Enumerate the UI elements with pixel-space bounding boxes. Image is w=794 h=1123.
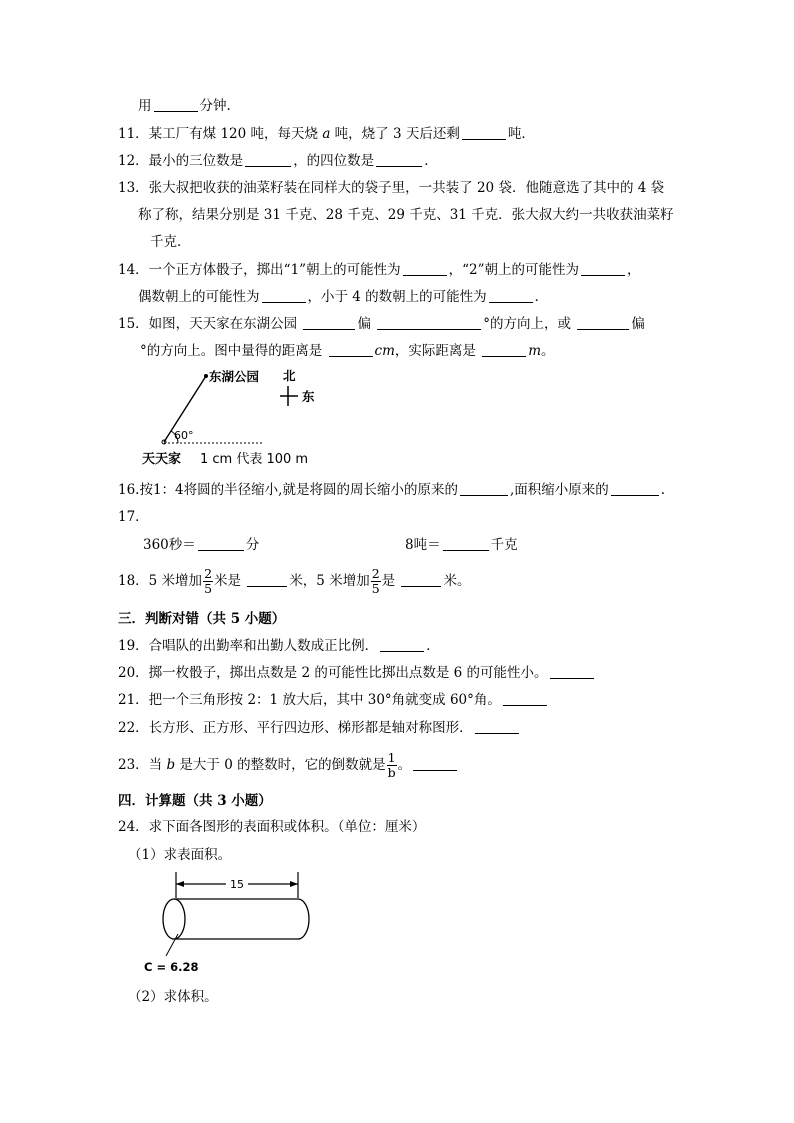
section-3-heading: 三．判断对错（共 5 小题） [118,611,286,627]
question-17-right: 8吨＝ 千克 [405,537,518,553]
answer-blank[interactable] [376,152,422,167]
question-24-part-2: （2）求体积。 [128,989,218,1005]
answer-blank[interactable] [303,315,355,330]
answer-blank[interactable] [262,288,306,303]
answer-blank[interactable] [550,664,594,679]
east-label: 东 [302,389,315,404]
fraction-two-fifths: $\frac{2}{5}$ [204,566,213,596]
answer-blank[interactable] [462,125,506,140]
length-label: 15 [230,878,244,891]
question-20: 20．掷一枚骰子，掷出点数是 2 的可能性比掷出点数是 6 的可能性小。 [118,663,596,683]
answer-blank[interactable] [581,261,625,276]
answer-blank[interactable] [247,572,287,587]
answer-blank[interactable] [380,637,424,652]
angle-label: 60° [174,429,194,442]
question-10-tail: 用 分钟. [138,98,231,114]
question-13-line3: 千克． [138,232,191,252]
fraction-one-over-b: $\frac{1}{b}$ [387,750,396,780]
question-14-line1: 14．一个正方体骰子，掷出“1”朝上的可能性为 ，“2”朝上的可能性为 ， [118,262,641,278]
park-label: 东湖公园 [209,369,260,384]
question-15-line2: °的方向上。图中量得的距离是 cm，实际距离是 m。 [140,343,555,359]
arrow-left-icon [176,881,184,887]
question-11: 11．某工厂有煤 120 吨，每天烧 a 吨，烧了 3 天后还剩 吨． [118,126,535,142]
question-19: 19．合唱队的出勤率和出勤人数成正比例． ． [118,638,440,654]
park-point [204,374,208,378]
answer-blank[interactable] [377,315,481,330]
answer-blank[interactable] [154,97,198,112]
circumference-label: C = 6.28 [144,960,199,974]
question-22: 22．长方形、正方形、平行四边形、梯形都是轴对称图形． [118,718,521,738]
fraction-two-fifths: $\frac{2}{5}$ [371,566,380,596]
question-13-line1: 13．张大叔把收获的油菜籽装在同样大的袋子里，一共装了 20 袋．他随意选了其中的 4 袋 [118,180,665,196]
answer-blank[interactable] [460,481,508,496]
cylinder-figure [138,870,314,978]
arrow-right-icon [290,881,298,887]
scale-label: 1 cm 代表 100 m [200,452,309,467]
answer-blank[interactable] [413,756,457,771]
cylinder-left-face [163,899,185,939]
question-12: 12．最小的三位数是 ，的四位数是 ． [118,153,438,169]
north-label: 北 [283,368,296,383]
question-24: 24．求下面各图形的表面积或体积。（单位：厘米） [118,819,426,835]
question-18: 18．5 米增加 $\frac{2}{5}$ 米是 米，5 米增加 $\frac{2}{5}$ 是 米。 [118,566,471,596]
answer-blank[interactable] [140,234,148,248]
question-21: 21．把一个三角形按 2：1 放大后，其中 30°角就变成 60°角。 [118,690,549,710]
answer-blank[interactable] [577,315,629,330]
answer-blank[interactable] [401,572,441,587]
cylinder-body [174,899,309,939]
question-16: 16.按1：4将圆的半径缩小,就是将圆的周长缩小的原来的 ,面积缩小原来的 . [118,482,666,498]
question-17-number: 17． [118,509,149,525]
question-17-left: 360秒＝ 分 [143,537,260,553]
answer-blank[interactable] [403,261,447,276]
answer-blank[interactable] [503,691,547,706]
home-label: 天天家 [142,452,182,467]
answer-blank[interactable] [489,288,533,303]
question-15-line1: 15．如图，天天家在东湖公园 偏 °的方向上，或 偏 [118,316,645,332]
answer-blank[interactable] [245,152,291,167]
answer-blank[interactable] [443,536,489,551]
question-24-part-1: （1）求表面积。 [128,847,232,863]
question-13-line2: 称了称，结果分别是 31 千克、28 千克、29 千克、31 千克．张大叔大约一共收获油菜籽 [138,207,674,223]
answer-blank[interactable] [475,719,519,734]
answer-blank[interactable] [482,342,526,357]
answer-blank[interactable] [611,481,659,496]
section-4-heading: 四．计算题（共 3 小题） [118,793,272,809]
question-14-line2: 偶数朝上的可能性为 ，小于 4 的数朝上的可能性为 ． [138,289,549,305]
map-figure [142,364,342,468]
answer-blank[interactable] [198,536,244,551]
question-23: 23．当 b 是大于 0 的整数时，它的倒数就是 $\frac{1}{b}$ 。 [118,748,459,782]
answer-blank[interactable] [329,342,373,357]
